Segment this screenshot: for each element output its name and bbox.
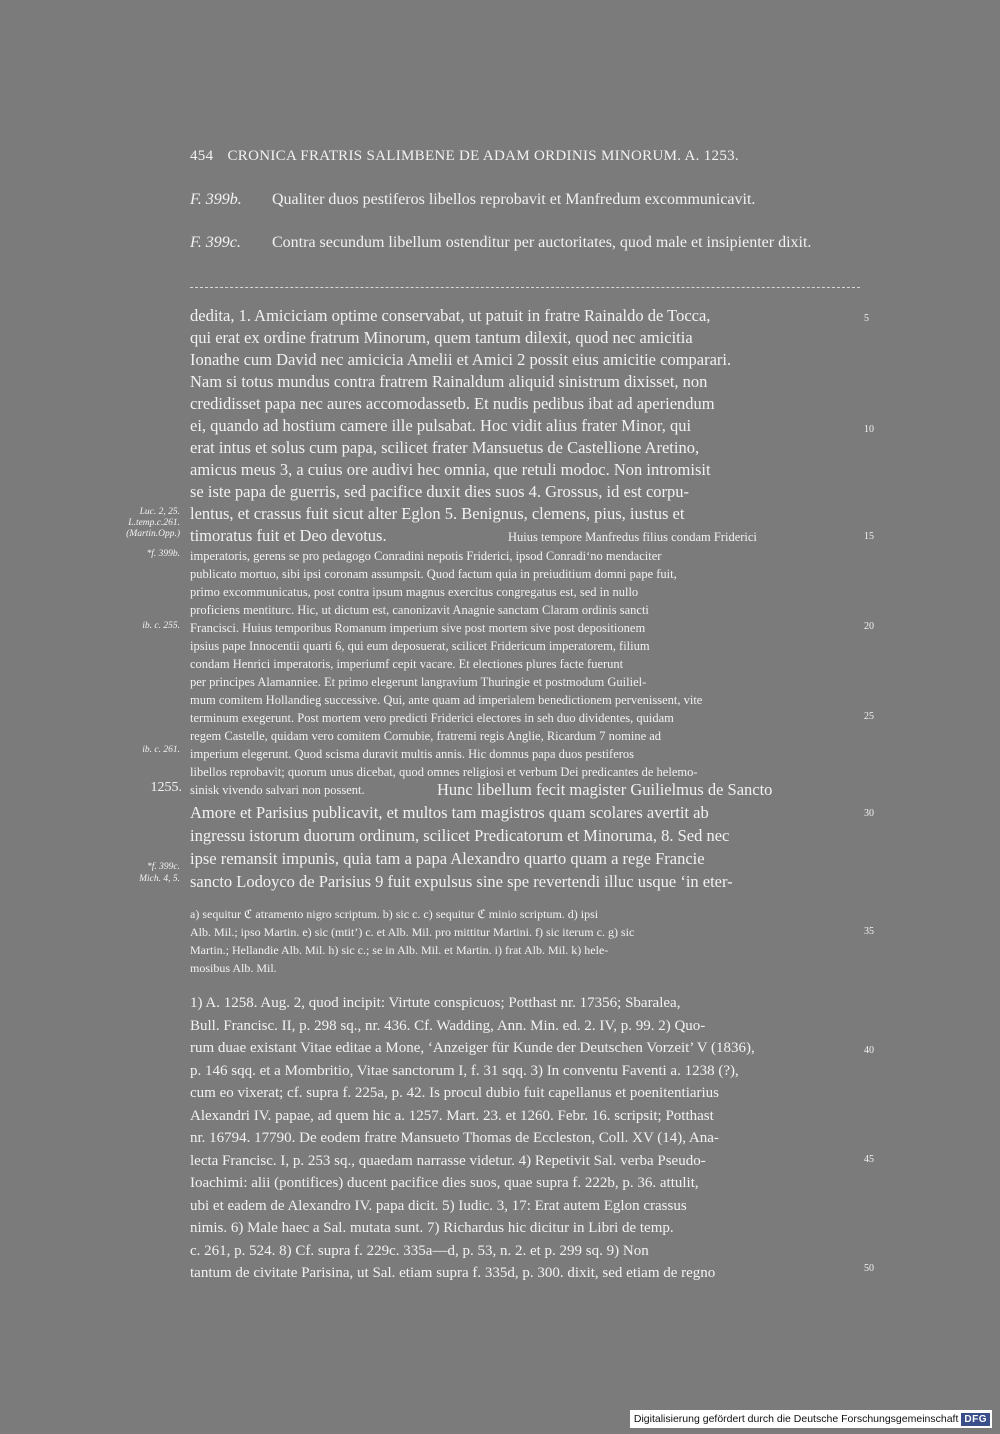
heading-text: Contra secundum libellum ostenditur per auctoritates, quod male et insipienter dixit.	[272, 234, 812, 251]
small-text-line: imperatoris, gerens se pro pedagogo Conradini nepotis Friderici, ipsod Conradi‘no mendaciter	[190, 549, 662, 563]
footnote-line: 1) A. 1258. Aug. 2, quod incipit: Virtute conspicuos; Potthast nr. 17356; Sbaralea,	[190, 995, 681, 1011]
small-text-line: terminum exegerunt. Post mortem vero predicti Friderici electores in seh duo dividentes, quidam	[190, 711, 674, 725]
text-line: credidisset papa nec aures accomodassetb. Et nudis pedibus ibat ad aperiendum	[190, 394, 715, 413]
apparatus-line: Martin.; Hellandie Alb. Mil. h) sic c.; se in Alb. Mil. et Martin. i) frat Alb. Mil. k) hele-	[190, 943, 609, 957]
heading-text: Qualiter duos pestiferos libellos reprobavit et Manfredum excommunicavit.	[272, 191, 756, 208]
text-line: ipse remansit impunis, quia tam a papa Alexandro quarto quam a rege Francie	[190, 849, 705, 868]
text-line: qui erat ex ordine fratrum Minorum, quem tantum dilexit, quod nec amicitia	[190, 328, 693, 347]
funding-text: Digitalisierung gefördert durch die Deutsche Forschungsgemeinschaft	[633, 1413, 959, 1425]
margin-note: L.temp.c.261.	[128, 518, 180, 528]
text-line: ei, quando ad hostium camere ille pulsabat. Hoc vidit alius frater Minor, qui	[190, 416, 692, 435]
small-text-line: publicato mortuo, sibi ipsi coronam assumpsit. Quod factum quia in preiuditium domni pape fuit,	[190, 567, 677, 581]
footnote-line: Bull. Francisc. II, p. 298 sq., nr. 436. Cf. Wadding, Ann. Min. ed. 2. IV, p. 99. 2) Quo-	[190, 1017, 706, 1034]
margin-note: ib. c. 261.	[142, 745, 180, 755]
critical-apparatus	[190, 905, 860, 977]
text-line: sancto Lodoyco de Parisius 9 fuit expulsus sine spe revertendi illuc usque ‘in eter-	[190, 872, 733, 891]
small-text-line: ipsius pape Innocentii quarti 6, qui eum deposuerat, scilicet Fridericum imperatorem, filium	[190, 639, 650, 653]
small-text-line: Francisci. Huius temporibus Romanum imperium sive post mortem sive post depositionem	[190, 621, 646, 635]
running-title: CRONICA FRATRIS SALIMBENE DE ADAM ORDINIS MINORUM. A. 1253.	[227, 148, 739, 164]
margin-note: ib. c. 255.	[142, 621, 180, 631]
margin-note: Luc. 2, 25.	[139, 507, 180, 517]
text-line: Ionathe cum David nec amicicia Amelii et Amici 2 possit eius amicitie comparari.	[190, 350, 732, 369]
text-line: Nam si totus mundus contra fratrem Rainaldum aliquid sinistrum dixisset, non	[190, 372, 708, 391]
chapter-heading	[190, 190, 860, 210]
footnote-line: Alexandri IV. papae, ad quem hic a. 1257. Mart. 23. et 1260. Febr. 16. scripsit; Potthast	[190, 1107, 714, 1124]
footnote-line: rum duae existant Vitae editae a Mone, ‘Anzeiger für Kunde der Deutschen Vorzeit’ V (1836),	[190, 1040, 755, 1056]
line-number: 40	[864, 1045, 874, 1056]
apparatus-line: Alb. Mil.; ipso Martin. e) sic (mtit’) c. et Alb. Mil. pro mittitur Martini. f) sic iterum c. g) sic	[190, 925, 635, 939]
small-text-line: regem Castelle, quidam vero comitem Cornubie, fratremi regis Anglie, Ricardum 7 nomine ad	[190, 729, 662, 743]
text-line: amicus meus 3, a cuius ore audivi hec omnia, que retuli modoc. Non intromisit	[190, 460, 711, 479]
funding-footer	[630, 1410, 992, 1428]
page-number: 454	[190, 148, 214, 164]
line-number: 10	[864, 424, 874, 435]
running-header	[190, 148, 860, 165]
footnote-line: c. 261, p. 524. 8) Cf. supra f. 229c. 335a—d, p. 53, n. 2. et p. 299 sq. 9) Non	[190, 1242, 649, 1259]
chapter-heading	[190, 233, 860, 253]
line-number: 35	[864, 926, 874, 937]
small-text-line: imperium elegerunt. Quod scisma duravit multis annis. Hic domnus papa duos pestiferos	[190, 747, 635, 761]
small-text-line: condam Henrici imperatoris, imperiumf cepit vacare. Et electiones plures facte fuerunt	[190, 657, 624, 671]
margin-note: Mich. 4, 5.	[139, 874, 180, 884]
line-number: 20	[864, 621, 874, 632]
line-number: 15	[864, 531, 874, 542]
apparatus-line: mosibus Alb. Mil.	[190, 961, 277, 975]
text-line: ingressu istorum duorum ordinum, scilicet Predicatorum et Minoruma, 8. Sed nec	[190, 826, 730, 845]
footnote-line: tantum de civitate Parisina, ut Sal. etiam supra f. 335d, p. 300. dixit, sed etiam de regno	[190, 1265, 716, 1281]
small-text-line: proficiens mentiturc. Hic, ut dictum est, canonizavit Anagnie sanctam Claram ordinis sancti	[190, 603, 649, 617]
line-number: 25	[864, 711, 874, 722]
year-margin-note: 1255.	[150, 780, 182, 795]
text-line: lentus, et crassus fuit sicut alter Eglon 5. Benignus, clemens, pius, iustus et	[190, 504, 685, 523]
line-number: 45	[864, 1154, 874, 1165]
text-line: dedita, 1. Amiciciam optime conservabat, ut patuit in fratre Rainaldo de Tocca,	[190, 306, 711, 325]
small-text-line: mum comitem Hollandieg successive. Qui, ante quam ad imperialem benedictionem pervenissent, vite	[190, 693, 703, 707]
footnote-line: Ioachimi: alii (pontifices) ducent pacifice dies suos, quae supra f. 222b, p. 36. attulit,	[190, 1175, 699, 1191]
small-text-line: libellos reprobavit; quorum unus dicebat, quod omnes religiosi et verbum Dei predicantes de helemo-	[190, 765, 698, 779]
line-number: 5	[864, 313, 869, 324]
footnotes	[190, 992, 860, 1285]
dfg-logo: DFG	[961, 1413, 990, 1426]
text-line: timoratus fuit et Deo devotus.	[190, 526, 387, 545]
text-line: erat intus et solus cum papa, scilicet frater Mansuetus de Castellione Aretino,	[190, 438, 700, 457]
margin-note: *f. 399c.	[147, 862, 180, 872]
small-text-line: primo excommunicatus, post contra ipsum magnus exercitus congregatus est, sed in nullo	[190, 585, 639, 599]
footnote-line: lecta Francisc. I, p. 253 sq., quaedam narrasse videtur. 4) Repetivit Sal. verba Pseudo-	[190, 1152, 706, 1169]
small-text-line: Huius tempore Manfredus filius condam Friderici	[508, 530, 757, 544]
margin-note: *f. 399b.	[146, 549, 180, 559]
line-number: 30	[864, 808, 874, 819]
footnote-line: nr. 16794. 17790. De eodem fratre Mansueto Thomas de Eccleston, Coll. XV (14), Ana-	[190, 1130, 719, 1146]
heading-ref: F. 399b.	[190, 191, 242, 208]
line-number: 50	[864, 1263, 874, 1274]
text-line: Amore et Parisius publicavit, et multos tam magistros quam scolares avertit ab	[190, 803, 709, 822]
apparatus-line: a) sequitur ℭ atramento nigro scriptum. b) sic c. c) sequitur ℭ minio scriptum. d) ipsi	[190, 907, 599, 921]
footnote-line: ubi et eadem de Alexandro IV. papa dicit. 5) Iudic. 3, 17: Erat autem Eglon crassus	[190, 1197, 687, 1214]
heading-ref: F. 399c.	[190, 234, 241, 251]
footnote-line: nimis. 6) Male haec a Sal. mutata sunt. 7) Richardus hic dicitur in Libri de temp.	[190, 1220, 674, 1236]
margin-note: (Martin.Opp.)	[126, 529, 180, 539]
footnote-line: p. 146 sqq. et a Mombritio, Vitae sanctorum I, f. 31 sqq. 3) In conventu Faventi a. 1238 (?),	[190, 1062, 739, 1079]
footnote-line: cum eo vixerat; cf. supra f. 225a, p. 42. Is procul dubio fuit capellanus et poenitentiarius	[190, 1085, 720, 1101]
small-text-line: per principes Alamanniee. Et primo elegerunt langravium Thuringie et postmodum Guiliel-	[190, 675, 647, 689]
header-rule	[190, 287, 860, 288]
small-text-line: sinisk vivendo salvari non possent.	[190, 783, 365, 797]
text-line: Hunc libellum fecit magister Guilielmus de Sancto	[437, 780, 773, 799]
text-line: se iste papa de guerris, sed pacifice duxit dies suos 4. Grossus, id est corpu-	[190, 482, 690, 501]
